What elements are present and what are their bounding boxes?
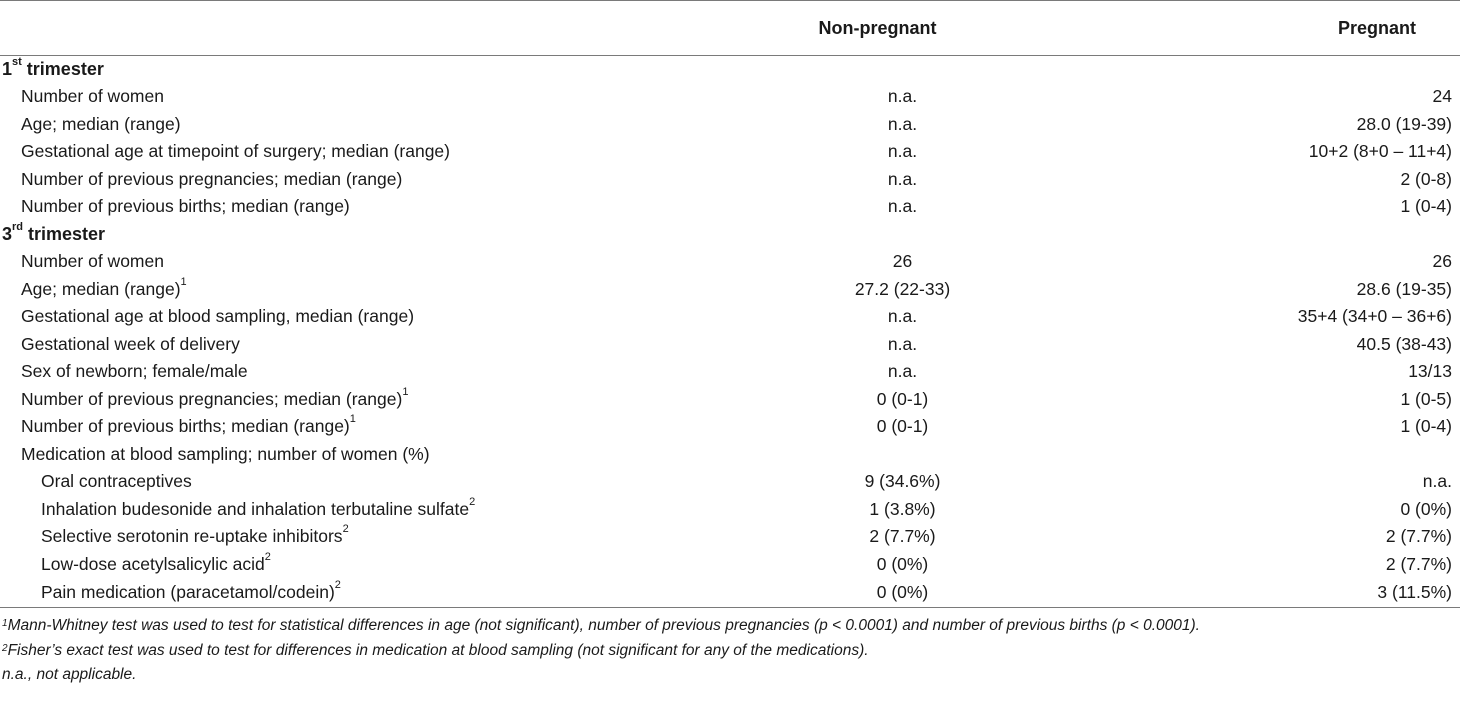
footnote (2, 639, 1460, 664)
section-ordinal: rd (12, 220, 24, 233)
row-label-text: Inhalation budesonide and inhalation terbutaline sulfate (41, 498, 470, 519)
footnote-marker: 2 (342, 523, 349, 536)
cell-pregnant: 10+2 (8+0 – 11+4) (1308, 141, 1452, 162)
footnote-text: n.a., not applicable. (2, 666, 137, 683)
footnote-text: Fisher’s exact test was used to test for differences in medication at blood sampling (not significant for any of the medications). (7, 641, 869, 659)
table-row (0, 358, 1460, 386)
row-label (0, 111, 770, 139)
footnote-marker: 1 (2, 618, 8, 629)
section-row (0, 56, 1460, 84)
footnote-text: Mann-Whitney test was used to test for statistical differences in age (not significant), number of previous pregnancies (p < 0.0001) and number of previous births (p < 0.0001). (7, 617, 1200, 634)
row-label-text: Oral contraceptives (41, 471, 192, 492)
footnote-marker: 2 (469, 495, 476, 508)
row-label (0, 83, 770, 111)
cell-non-pregnant: 0 (0%) (770, 578, 1035, 608)
row-label (0, 193, 770, 221)
cell-non-pregnant: 0 (0%) (876, 553, 929, 574)
cell-non-pregnant: 1 (3.8%) (869, 498, 936, 519)
row-label-text: Number of women (21, 251, 164, 272)
cell-pregnant: 26 (1432, 251, 1452, 272)
footnote-marker: 1 (402, 385, 409, 398)
section-number: 1 (2, 59, 13, 79)
cell-non-pregnant: n.a. (887, 306, 918, 327)
table-row (0, 551, 1460, 579)
table-body (0, 56, 1460, 608)
table-row (0, 468, 1460, 496)
cell-pregnant: 1 (0-5) (1400, 388, 1452, 409)
row-label-text: Age; median (range) (21, 113, 181, 134)
table-row (0, 166, 1460, 194)
row-label (0, 138, 770, 166)
footnote-marker: 2 (334, 579, 341, 591)
footnote-marker: 2 (264, 550, 271, 563)
cell-pregnant: 28.6 (19-35) (1356, 278, 1452, 299)
row-label (0, 441, 770, 469)
cell-pregnant: 1 (0-4) (1400, 196, 1452, 217)
cell-non-pregnant: n.a. (887, 168, 918, 189)
cell-pregnant: n.a. (1422, 471, 1452, 492)
row-label (0, 386, 770, 414)
row-label (0, 303, 770, 331)
header-non-pregnant: Non-pregnant (770, 1, 1035, 56)
row-label-text: Medication at blood sampling; number of women (%) (21, 443, 430, 464)
table-row (0, 523, 1460, 551)
table-row (0, 83, 1460, 111)
cell-non-pregnant: 9 (34.6%) (864, 471, 941, 492)
row-label (0, 523, 770, 551)
row-label-text: Number of previous births; median (range) (21, 416, 350, 437)
cell-non-pregnant: n.a. (887, 86, 918, 107)
table-row (0, 193, 1460, 221)
header-label (0, 1, 770, 56)
row-label (0, 276, 770, 304)
table-row (0, 578, 1460, 608)
footnote-marker: 2 (2, 642, 8, 654)
row-label-text: Gestational week of delivery (21, 333, 240, 354)
table-row (0, 496, 1460, 524)
section-name: trimester (23, 223, 106, 244)
header-pregnant: Pregnant (1035, 1, 1460, 56)
row-label-text: Pain medication (paracetamol/codein) (41, 582, 335, 602)
row-label-text: Selective serotonin re-uptake inhibitors (41, 526, 343, 547)
footnote-marker: 1 (180, 275, 187, 288)
header-row (0, 1, 1460, 56)
row-label (0, 551, 770, 579)
row-label-text: Age; median (range) (21, 278, 181, 299)
table-row (0, 276, 1460, 304)
row-label (0, 248, 770, 276)
cell-pregnant: 2 (7.7%) (1385, 553, 1452, 574)
table-row (0, 138, 1460, 166)
cell-pregnant: 13/13 (1408, 361, 1452, 382)
cell-pregnant: 1 (0-4) (1400, 416, 1452, 437)
cell-pregnant: 3 (11.5%) (1035, 578, 1460, 608)
cell-pregnant: 0 (0%) (1400, 498, 1452, 519)
row-label (0, 496, 770, 524)
section-title (0, 56, 1460, 84)
row-label-text: Gestational age at timepoint of surgery; median (range) (21, 141, 450, 162)
table-row (0, 111, 1460, 139)
cell-non-pregnant: n.a. (887, 361, 918, 382)
row-label-text: Gestational age at blood sampling, median (range) (21, 306, 415, 327)
footnote (2, 663, 1460, 688)
row-label (0, 413, 770, 441)
row-label-text: Number of women (21, 86, 164, 107)
row-label-text: Number of previous pregnancies; median (range) (21, 168, 403, 189)
table-row (0, 386, 1460, 414)
section-title (0, 221, 1460, 249)
cell-pregnant: 2 (0-8) (1400, 168, 1452, 189)
row-label-text: Low-dose acetylsalicylic acid (41, 553, 265, 574)
section-number: 3 (2, 223, 13, 244)
section-ordinal: st (12, 56, 22, 68)
cell-non-pregnant: n.a. (887, 196, 918, 217)
section-name: trimester (21, 59, 104, 79)
cell-non-pregnant: 27.2 (22-33) (854, 278, 951, 299)
row-label (0, 468, 770, 496)
row-label (0, 331, 770, 359)
row-label (0, 166, 770, 194)
table-row (0, 248, 1460, 276)
cell-pregnant: 28.0 (19-39) (1356, 113, 1452, 134)
cell-non-pregnant: 0 (0-1) (876, 388, 929, 409)
cell-pregnant: 24 (1432, 86, 1452, 107)
cell-non-pregnant: 26 (892, 251, 913, 272)
table-row (0, 413, 1460, 441)
cell-pregnant: 40.5 (38-43) (1356, 333, 1452, 354)
row-label-text: Number of previous births; median (range) (21, 196, 350, 217)
row-label-text: Number of previous pregnancies; median (range) (21, 388, 403, 409)
footnotes (0, 614, 1460, 688)
table-row (0, 303, 1460, 331)
cell-pregnant (1035, 441, 1460, 469)
footnote (2, 614, 1460, 639)
cell-pregnant: 35+4 (34+0 – 36+6) (1297, 306, 1452, 327)
cell-non-pregnant: n.a. (887, 141, 918, 162)
row-label (0, 578, 770, 608)
table-row (0, 331, 1460, 359)
table-row (0, 441, 1460, 469)
cell-pregnant: 2 (7.7%) (1385, 526, 1452, 547)
footnote-marker: 1 (349, 413, 356, 426)
row-label (0, 358, 770, 386)
cell-non-pregnant: n.a. (887, 113, 918, 134)
cell-non-pregnant: 0 (0-1) (876, 416, 929, 437)
section-row (0, 221, 1460, 249)
cell-non-pregnant: n.a. (887, 333, 918, 354)
cell-non-pregnant: 2 (7.7%) (869, 526, 936, 547)
cell-non-pregnant (770, 441, 1035, 469)
row-label-text: Sex of newborn; female/male (21, 361, 248, 382)
